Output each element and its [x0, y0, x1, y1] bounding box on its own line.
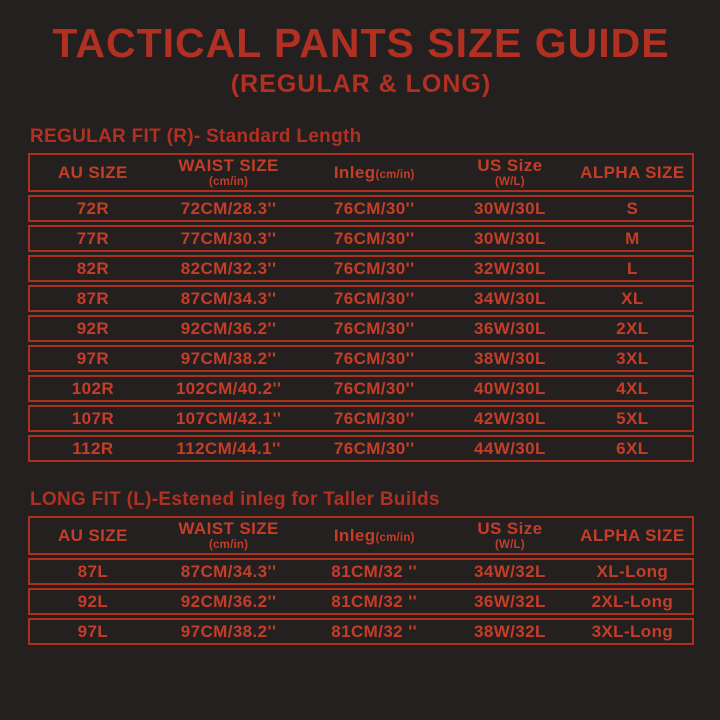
- cell: M: [625, 228, 640, 248]
- cell: 76CM/30'': [333, 378, 415, 398]
- table-row: [28, 618, 694, 645]
- cell: 82R: [76, 258, 110, 278]
- cell: 97R: [76, 348, 110, 368]
- cell: 36W/32L: [474, 591, 546, 611]
- cell: 76CM/30'': [333, 318, 415, 338]
- cell: 97L: [77, 621, 109, 641]
- cell: 92L: [77, 591, 109, 611]
- column-header-main: US Size: [477, 519, 543, 539]
- cell: XL-Long: [596, 561, 669, 581]
- cell: 40W/30L: [474, 378, 546, 398]
- table-row: [28, 195, 694, 222]
- cell: 107R: [71, 408, 114, 428]
- column-header-sub: (W/L): [495, 175, 525, 188]
- column-header-sub: (W/L): [495, 538, 525, 551]
- cell: 112R: [72, 438, 114, 458]
- cell: 3XL: [616, 348, 649, 368]
- column-header-main: AU SIZE: [57, 162, 128, 182]
- cell: 32W/30L: [474, 258, 546, 278]
- cell: 112CM/44.1'': [176, 438, 281, 458]
- cell: 6XL: [616, 438, 649, 458]
- cell: 81CM/32 '': [331, 621, 418, 641]
- cell: 92R: [76, 318, 110, 338]
- cell: 30W/30L: [474, 228, 546, 248]
- cell: 3XL-Long: [591, 621, 674, 641]
- cell: 87R: [76, 288, 110, 308]
- cell: 34W/32L: [474, 561, 546, 581]
- cell: 87CM/34.3'': [180, 288, 277, 308]
- section-heading-long: LONG FIT (L)-Estened inleg for Taller Builds: [30, 489, 440, 511]
- cell: 102CM/40.2'': [175, 378, 282, 398]
- column-header: [156, 518, 302, 553]
- column-header-main: WAIST SIZE: [178, 519, 279, 539]
- cell: 4XL: [616, 378, 649, 398]
- table-header-row: [28, 516, 694, 555]
- regular-fit-table: [28, 153, 694, 462]
- cell: 76CM/30'': [333, 438, 415, 458]
- column-header: [301, 518, 447, 553]
- cell: 82CM/32.3'': [180, 258, 277, 278]
- cell: 76CM/30'': [333, 228, 415, 248]
- cell: 76CM/30'': [333, 198, 415, 218]
- cell: 76CM/30'': [333, 288, 415, 308]
- table-row: [28, 558, 694, 585]
- cell: 72CM/28.3'': [180, 198, 277, 218]
- cell: 36W/30L: [474, 318, 546, 338]
- cell: XL: [621, 288, 644, 308]
- column-header-label: [334, 527, 415, 545]
- cell: 102R: [71, 378, 114, 398]
- cell: 38W/30L: [474, 348, 546, 368]
- column-header: [30, 518, 156, 553]
- cell: 107CM/42.1'': [175, 408, 282, 428]
- column-header-main: WAIST SIZE: [178, 156, 279, 176]
- column-header-main: ALPHA SIZE: [580, 162, 685, 182]
- section-heading-regular: REGULAR FIT (R)- Standard Length: [30, 126, 362, 148]
- cell: 72R: [76, 198, 110, 218]
- cell: 77R: [76, 228, 110, 248]
- table-row: [28, 588, 694, 615]
- column-header: [301, 155, 447, 190]
- cell: 34W/30L: [474, 288, 546, 308]
- cell: L: [626, 258, 638, 278]
- column-header-sub: (cm/in): [209, 175, 249, 188]
- column-header: [156, 155, 302, 190]
- column-header: [447, 518, 573, 553]
- regular-fit-section: [28, 126, 694, 462]
- cell: 30W/30L: [474, 198, 546, 218]
- column-header-main: AU SIZE: [57, 525, 128, 545]
- cell: 92CM/36.2'': [180, 591, 277, 611]
- table-row: [28, 405, 694, 432]
- table-row: [28, 225, 694, 252]
- page-title: TACTICAL PANTS SIZE GUIDE: [52, 20, 670, 66]
- cell: 97CM/38.2'': [180, 348, 277, 368]
- column-header-label: [334, 164, 415, 182]
- column-header: [573, 155, 692, 190]
- column-header: [573, 518, 692, 553]
- column-header-main: Inleg: [333, 525, 376, 545]
- column-header-main: US Size: [477, 156, 543, 176]
- cell: 81CM/32 '': [331, 591, 418, 611]
- cell: 97CM/38.2'': [180, 621, 277, 641]
- cell: 76CM/30'': [333, 258, 415, 278]
- table-header-row: [28, 153, 694, 192]
- column-header-main: ALPHA SIZE: [580, 525, 685, 545]
- cell: 5XL: [616, 408, 649, 428]
- column-header-sub: (cm/in): [209, 538, 249, 551]
- long-fit-table: [28, 516, 694, 645]
- cell: 92CM/36.2'': [180, 318, 277, 338]
- cell: 76CM/30'': [333, 348, 415, 368]
- cell: 2XL: [616, 318, 649, 338]
- column-header: [30, 155, 156, 190]
- table-row: [28, 345, 694, 372]
- page-subtitle: (REGULAR & LONG): [230, 70, 492, 99]
- table-row: [28, 375, 694, 402]
- cell: 76CM/30'': [333, 408, 415, 428]
- column-header: [447, 155, 573, 190]
- column-header-sub: (cm/in): [375, 531, 415, 544]
- long-fit-section: [28, 489, 694, 645]
- table-row: [28, 285, 694, 312]
- table-row: [28, 255, 694, 282]
- cell: 87L: [77, 561, 109, 581]
- cell: 44W/30L: [474, 438, 546, 458]
- column-header-sub: (cm/in): [375, 168, 415, 181]
- cell: 38W/32L: [474, 621, 546, 641]
- table-row: [28, 315, 694, 342]
- cell: 77CM/30.3'': [180, 228, 277, 248]
- cell: 42W/30L: [474, 408, 546, 428]
- cell: 81CM/32 '': [331, 561, 418, 581]
- table-row: [28, 435, 694, 462]
- cell: S: [626, 198, 639, 218]
- cell: 87CM/34.3'': [180, 561, 277, 581]
- column-header-main: Inleg: [333, 162, 376, 182]
- cell: 2XL-Long: [591, 591, 674, 611]
